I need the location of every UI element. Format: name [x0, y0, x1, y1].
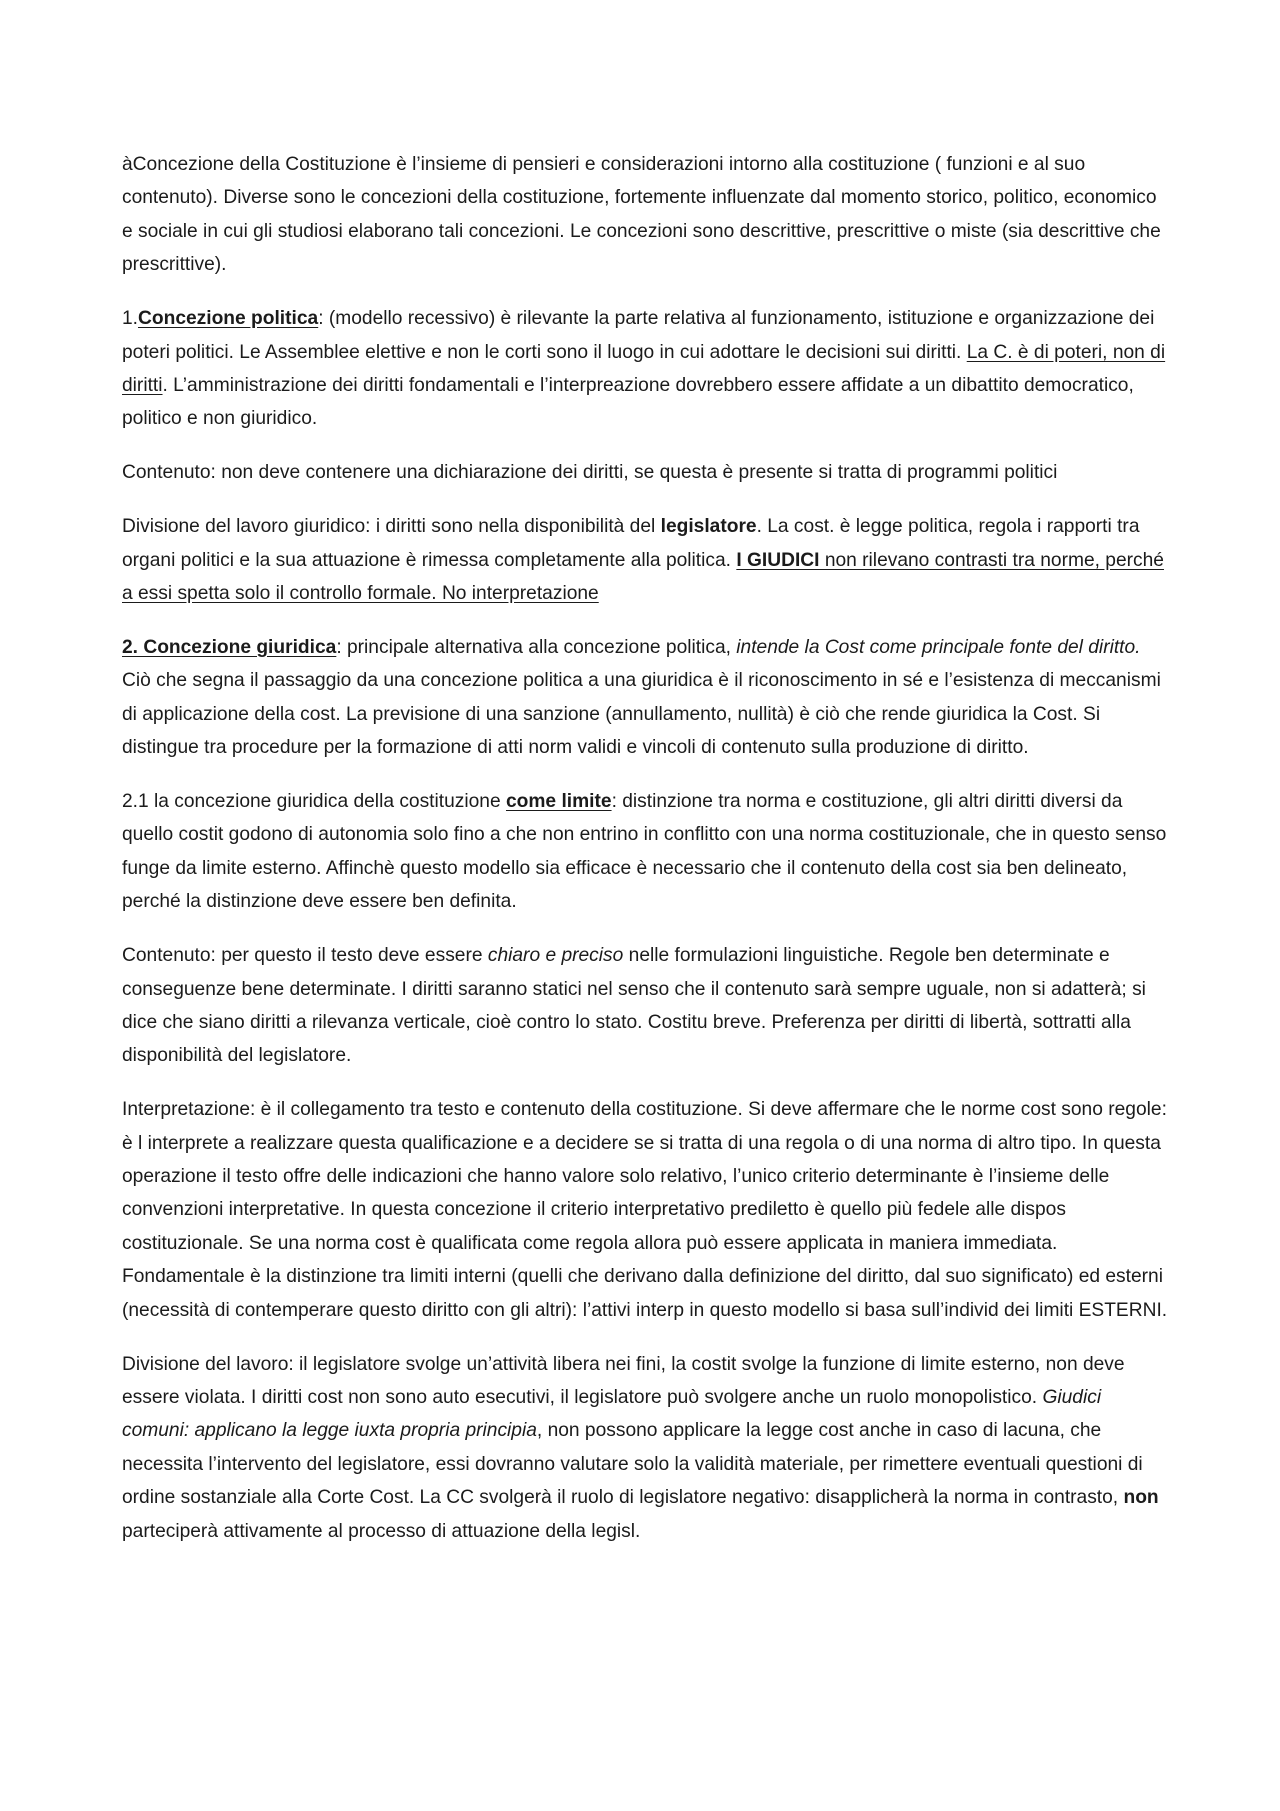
text-run: come limite	[505, 791, 612, 812]
text-run: nelle formulazioni linguistiche. Regole ben determinate e conseguenze bene determinate. I diritti saranno statici nel senso che il contenuto sarà sempre uguale, non si adatterà; si dice che siano diritti a rilevanza verticale, cioè contro lo stato. Costitu breve. Preferenza per diritti di libertà, sottratti alla disponibilità del legislatore.	[122, 945, 1146, 1067]
text-run: Giudici comuni: applicano la legge iuxta propria principia	[122, 1387, 1102, 1442]
text-run: , non possono applicare la legge cost anche in caso di lacuna, che necessita l’intervento del legislatore, essi dovranno valutare solo la validità materiale, per rimettere eventuali questioni di ordine sostanziale alla Corte Cost. La CC svolgerà il ruolo di legislatore negativo: disapplicherà la norma in contrasto,	[122, 1420, 1143, 1509]
text-run: Ciò che segna il passaggio da una concezione politica a una giuridica è il riconoscimento in sé e l’esistenza di meccanismi di applicazione della cost. La previsione di una sanzione (annullamento, nullità) è ciò che rende giuridica la Cost. Si distingue tra procedure per la formazione di atti norm validi e vincoli di contenuto sulla produzione di diritto.	[122, 670, 1161, 759]
paragraph	[122, 510, 1172, 610]
text-run: Divisione del lavoro giuridico: i diritti sono nella disponibilità del	[122, 516, 661, 538]
paragraph	[122, 939, 1172, 1073]
text-run: : distinzione tra norma e costituzione, gli altri diritti diversi da quello costit godono di autonomia solo fino a che non entrino in conflitto con una norma costituzionale, che in questo senso funge da limite esterno. Affinchè questo modello sia efficace è necessario che il contenuto della cost sia ben delineato, perché la distinzione deve essere ben definita.	[122, 791, 1167, 913]
paragraph	[122, 1348, 1172, 1548]
text-run: 2.1 la concezione giuridica della costituzione	[122, 791, 506, 812]
text-run: . L’amministrazione dei diritti fondamentali e l’interpreazione dovrebbero essere affidate a un dibattito democratico, politico e non giuridico.	[122, 374, 1134, 430]
text-run: Divisione del lavoro: il legislatore svolge un’attività libera nei fini, la costit svolge la funzione di limite esterno, non deve essere violata. I diritti cost non sono auto esecutivi, il legislatore può svolgere anche un ruolo monopolistico.	[122, 1353, 1125, 1408]
text-run: àConcezione della Costituzione è l’insieme di pensieri e considerazioni intorno alla costituzione ( funzioni e al suo contenuto). Diverse sono le concezioni della costituzione, fortemente influenzate dal momento storico, politico, economico e sociale in cui gli studiosi elaborano tali concezioni. Le concezioni sono descrittive, prescrittive o miste (sia descrittive che prescrittive).	[122, 154, 1161, 276]
text-run: non	[1123, 1487, 1159, 1509]
text-run: Contenuto: per questo il testo deve essere	[122, 945, 488, 967]
text-run: intende la Cost come principale fonte del diritto.	[736, 636, 1141, 658]
paragraph	[122, 148, 1172, 282]
text-run: 1.	[122, 308, 139, 330]
text-run: non rilevano contrasti tra norme, perché a essi spetta solo il controllo formale. No interpretazione	[122, 549, 1164, 604]
text-run: Contenuto: non deve contenere una dichiarazione dei diritti, se questa è presente si tratta di programmi politici	[122, 462, 1058, 484]
paragraph	[122, 785, 1172, 919]
paragraph	[122, 1093, 1172, 1327]
document-body	[122, 148, 1172, 1569]
paragraph	[122, 631, 1172, 765]
text-run: . La cost. è legge politica, regola i rapporti tra organi politici e la sua attuazione è rimessa completamente alla politica.	[122, 516, 1140, 571]
text-run: La C. è di poteri, non di diritti	[122, 341, 1166, 396]
text-run: : (modello recessivo) è rilevante la parte relativa al funzionamento, istituzione e organizzazione dei poteri politici. Le Assemblee elettive e non le corti sono il luogo in cui adottare le decisioni sui diritti.	[122, 308, 1155, 363]
text-run: 2. Concezione giuridica	[122, 636, 337, 658]
text-run: Interpretazione: è il collegamento tra testo e contenuto della costituzione. Si deve affermare che le norme cost sono regole: è l interprete a realizzare questa qualificazione e a decidere se si tratta di una regola o di una norma di altro tipo. In questa operazione il testo offre delle indicazioni che hanno valore solo relativo, l’unico criterio determinante è l’insieme delle convenzioni interpretative. In questa concezione il criterio interpretativo prediletto è quello più fedele alle dispos costituzionale. Se una norma cost è qualificata come regola allora può essere applicata in maniera immediata. Fondamentale è la distinzione tra limiti interni (quelli che derivano dalla definizione del diritto, dal suo significato) ed esterni (necessità di contemperare questo diritto con gli altri): l’attivi interp in questo modello si basa sull’individ dei limiti ESTERNI.	[122, 1099, 1168, 1321]
paragraph	[122, 456, 1172, 489]
paragraph	[122, 302, 1172, 436]
text-run: legislatore	[660, 516, 757, 538]
text-run: : principale alternativa alla concezione politica,	[336, 636, 737, 658]
text-run: parteciperà attivamente al processo di attuazione della legisl.	[122, 1520, 641, 1542]
text-run: I GIUDICI	[736, 549, 820, 571]
text-run: Concezione politica	[138, 308, 319, 330]
text-run: chiaro e preciso	[487, 945, 624, 967]
